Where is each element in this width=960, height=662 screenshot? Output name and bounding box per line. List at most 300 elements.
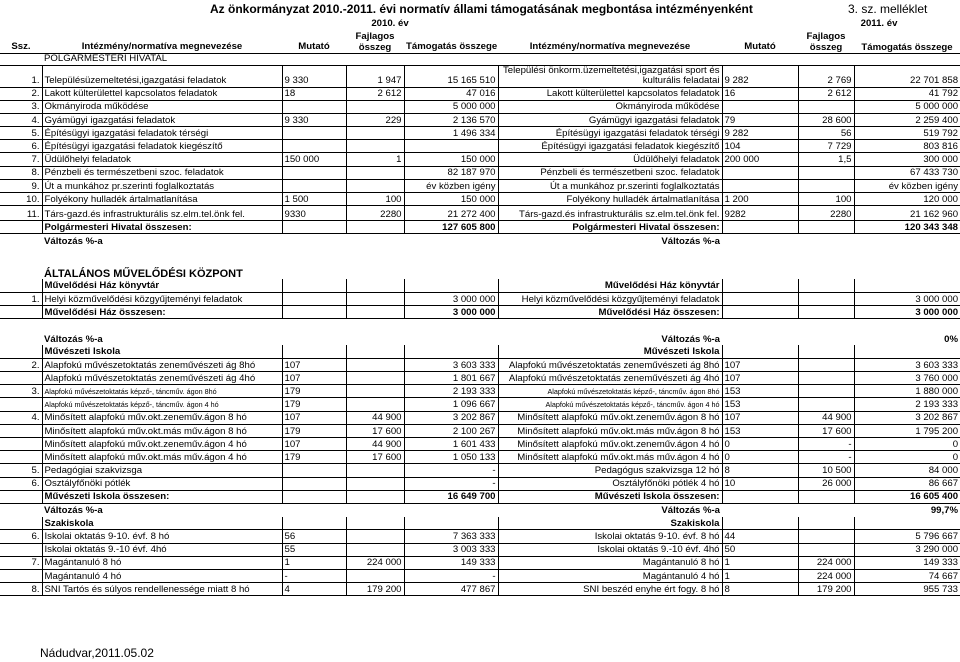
institution-2011: Pedagógus szakvizsga 12 hó <box>498 464 722 477</box>
unit-amount-2010 <box>346 247 404 260</box>
unit-amount-2011 <box>798 319 854 332</box>
table-row <box>0 543 960 556</box>
unit-amount-2011 <box>798 234 854 247</box>
support-2011: 3 000 000 <box>854 292 960 305</box>
support-2011: 3 000 000 <box>854 306 960 319</box>
indicator-2010 <box>282 477 346 490</box>
institution-2010: Építésügyi igazgatási feladatok térségi <box>42 127 282 140</box>
institution-2011: Alapfokú művészetoktatás zeneművészeti ág 4hó <box>498 372 722 385</box>
support-2011: 3 603 333 <box>854 358 960 371</box>
table-row <box>0 65 960 87</box>
row-number <box>0 438 42 451</box>
row-number: 6. <box>0 477 42 490</box>
support-2011 <box>854 247 960 260</box>
institution-2011: Alapfokú művészetoktatás képző-, táncműv. ágon 8hó <box>498 385 722 398</box>
support-2010: 127 605 800 <box>404 221 498 234</box>
indicator-2011: 50 <box>722 543 798 556</box>
row-number: 1. <box>0 65 42 87</box>
unit-amount-2010 <box>346 127 404 140</box>
row-number: 4. <box>0 113 42 126</box>
unit-amount-2011 <box>798 503 854 516</box>
unit-amount-2010: 44 900 <box>346 438 404 451</box>
support-2011: 0% <box>944 333 959 345</box>
institution-2010: Osztályfőnöki pótlék <box>42 477 282 490</box>
support-2010: 82 187 970 <box>404 166 498 179</box>
unit-amount-2011: 1,5 <box>798 153 854 166</box>
institution-2011: Helyi közművelődési közgyűjteményi feladatok <box>498 292 722 305</box>
institution-2011: Alapfokú művészetoktatás zeneművészeti ág 8hó <box>498 358 722 371</box>
indicator-2010: 107 <box>282 411 346 424</box>
unit-amount-2011 <box>798 543 854 556</box>
allocation-table <box>0 16 960 596</box>
table-row <box>0 530 960 543</box>
indicator-2011: 0 <box>722 451 798 464</box>
indicator-2011: 104 <box>722 140 798 153</box>
indicator-2010 <box>282 279 346 292</box>
institution-2010: Építésügyi igazgatási feladatok kiegészítő <box>42 140 282 153</box>
table-row <box>0 87 960 100</box>
indicator-2010 <box>282 100 346 113</box>
support-2010: 2 100 267 <box>404 424 498 437</box>
row-number <box>0 234 42 247</box>
indicator-2010: 107 <box>282 358 346 371</box>
support-2011: 300 000 <box>854 153 960 166</box>
table-row <box>0 556 960 569</box>
row-number: 6. <box>0 140 42 153</box>
institution-2011 <box>498 319 722 332</box>
indicator-2011: 9282 <box>722 206 798 221</box>
indicator-2011 <box>722 166 798 179</box>
col-tamogatas-header: Támogatás összege <box>406 41 498 52</box>
unit-amount-2011 <box>798 292 854 305</box>
table-row <box>0 140 960 153</box>
table-row <box>0 247 960 260</box>
indicator-2010 <box>282 292 346 305</box>
table-row <box>0 306 960 319</box>
indicator-2010 <box>282 345 346 358</box>
row-number <box>0 490 42 503</box>
row-number <box>0 319 42 332</box>
support-2011: 5 000 000 <box>854 100 960 113</box>
support-2011: 3 202 867 <box>854 411 960 424</box>
unit-amount-2010 <box>346 221 404 234</box>
indicator-2010: 150 000 <box>282 153 346 166</box>
support-2011: 0 <box>854 438 960 451</box>
support-2010: 21 272 400 <box>404 206 498 221</box>
institution-2011: Minősített alapfokú műv.okt.zeneműv.ágon 8 hó <box>498 411 722 424</box>
indicator-2011: 44 <box>722 530 798 543</box>
column-header-row <box>0 29 960 53</box>
support-2011: 22 701 858 <box>854 65 960 87</box>
indicator-2010: 179 <box>282 424 346 437</box>
support-2011: 149 333 <box>854 556 960 569</box>
indicator-2010 <box>282 503 346 516</box>
unit-amount-2010 <box>346 517 404 530</box>
col-fajlagos2-header: Fajlagos összeg <box>806 30 846 53</box>
unit-amount-2011 <box>798 221 854 234</box>
indicator-2011 <box>722 179 798 192</box>
indicator-2010 <box>282 179 346 192</box>
institution-2010: Társ-gazd.és infrastrukturális sz.elm.tel.önk fel. <box>42 206 282 221</box>
indicator-2010 <box>282 517 346 530</box>
indicator-2011 <box>722 234 798 247</box>
indicator-2010: 18 <box>282 87 346 100</box>
indicator-2010 <box>282 247 346 260</box>
support-2011: 86 667 <box>854 477 960 490</box>
institution-2010: Polgármesteri Hivatal összesen: <box>42 221 282 234</box>
unit-amount-2011: 28 600 <box>798 113 854 126</box>
unit-amount-2011 <box>798 398 854 411</box>
row-number <box>0 424 42 437</box>
row-number <box>0 451 42 464</box>
row-number <box>0 503 42 516</box>
table-row <box>0 153 960 166</box>
indicator-2011: 9 282 <box>722 65 798 87</box>
unit-amount-2011: 2 612 <box>798 87 854 100</box>
support-2010: 15 165 510 <box>404 65 498 87</box>
table-row <box>0 179 960 192</box>
col-tamogatas2-header: Támogatás összege <box>861 41 953 53</box>
institution-2010: Minősített alapfokú műv.okt.zeneműv.ágon 4 hó <box>42 438 282 451</box>
support-2011 <box>854 319 960 332</box>
support-2010: - <box>404 477 498 490</box>
indicator-2010: - <box>282 569 346 582</box>
support-2010: 1 801 667 <box>404 372 498 385</box>
institution-2011: Folyékony hulladék ártalmatlanítása <box>498 193 722 206</box>
support-2010 <box>404 234 498 247</box>
unit-amount-2010: 229 <box>346 113 404 126</box>
support-2010: 3 000 000 <box>404 292 498 305</box>
institution-2010: SNI Tartós és súlyos rendellenessége miatt 8 hó <box>42 583 282 596</box>
indicator-2011: 153 <box>722 424 798 437</box>
unit-amount-2010: 2280 <box>346 206 404 221</box>
col-ssz-header: Ssz. <box>11 41 31 52</box>
institution-2011: Társ-gazd.és infrastrukturális sz.elm.tel.önk fel. <box>498 206 722 221</box>
indicator-2011: 10 <box>722 477 798 490</box>
institution-2011: Gyámügyi igazgatási feladatok <box>498 113 722 126</box>
support-2010 <box>404 517 498 530</box>
table-row <box>0 398 960 411</box>
indicator-2010: 56 <box>282 530 346 543</box>
year-2010-label: 2010. év <box>371 17 409 29</box>
support-2010 <box>404 503 498 516</box>
unit-amount-2010 <box>346 358 404 371</box>
table-row <box>0 100 960 113</box>
unit-amount-2010: 1 947 <box>346 65 404 87</box>
table-row <box>0 113 960 126</box>
indicator-2010: 179 <box>282 398 346 411</box>
year-2011-label: 2011. év <box>860 17 898 29</box>
institution-2011: Út a munkához pr.szerinti foglalkoztatás <box>498 179 722 192</box>
support-2010: 3 603 333 <box>404 358 498 371</box>
support-2010: - <box>404 464 498 477</box>
table-row <box>0 583 960 596</box>
support-2010: 477 867 <box>404 583 498 596</box>
institution-2011: Iskolai oktatás 9-10. évf. 8 hó <box>498 530 722 543</box>
unit-amount-2010: 17 600 <box>346 424 404 437</box>
indicator-2011 <box>722 319 798 332</box>
institution-2011: Változás %-a <box>661 235 721 247</box>
support-2011 <box>854 279 960 292</box>
unit-amount-2011 <box>798 260 854 279</box>
unit-amount-2011 <box>798 332 854 345</box>
row-number: 9. <box>0 179 42 192</box>
unit-amount-2011 <box>798 279 854 292</box>
table-row <box>0 358 960 371</box>
institution-2010: Gyámügyi igazgatási feladatok <box>42 113 282 126</box>
institution-2011: Változás %-a <box>661 505 721 517</box>
place-date-footer: Nádudvar,2011.05.02 <box>40 646 154 660</box>
indicator-2010 <box>282 306 346 319</box>
support-2011: 5 796 667 <box>854 530 960 543</box>
indicator-2011: 200 000 <box>722 153 798 166</box>
unit-amount-2010 <box>346 543 404 556</box>
indicator-2011: 8 <box>722 583 798 596</box>
unit-amount-2011: - <box>798 438 854 451</box>
support-2011: 955 733 <box>854 583 960 596</box>
support-2011: 120 000 <box>854 193 960 206</box>
row-number: 2. <box>0 87 42 100</box>
unit-amount-2011: 56 <box>798 127 854 140</box>
table-row <box>0 319 960 332</box>
indicator-2011 <box>722 260 798 279</box>
unit-amount-2011: 10 500 <box>798 464 854 477</box>
institution-2010: Okmányiroda működése <box>42 100 282 113</box>
row-number: 11. <box>0 206 42 221</box>
unit-amount-2011 <box>798 490 854 503</box>
support-2010: 5 000 000 <box>404 100 498 113</box>
support-2011: 1 795 200 <box>854 424 960 437</box>
unit-amount-2011 <box>798 372 854 385</box>
indicator-2011 <box>722 306 798 319</box>
institution-2011: Iskolai oktatás 9.-10 évf. 4hó <box>498 543 722 556</box>
row-number <box>0 372 42 385</box>
institution-2011: SNI beszéd enyhe ért fogy. 8 hó <box>498 583 722 596</box>
institution-2010: Változás %-a <box>44 235 103 247</box>
row-number: 2. <box>0 358 42 371</box>
indicator-2010 <box>282 234 346 247</box>
unit-amount-2010 <box>346 477 404 490</box>
indicator-2010 <box>282 127 346 140</box>
unit-amount-2011 <box>798 306 854 319</box>
unit-amount-2010 <box>346 569 404 582</box>
unit-amount-2011: - <box>798 451 854 464</box>
institution-2011: Művelődési Ház összesen: <box>498 306 722 319</box>
indicator-2011 <box>722 332 798 345</box>
unit-amount-2011: 100 <box>798 193 854 206</box>
indicator-2011: 107 <box>722 358 798 371</box>
indicator-2011: 79 <box>722 113 798 126</box>
support-2011 <box>854 517 960 530</box>
support-2011: 99,7% <box>930 505 959 517</box>
table-row <box>0 372 960 385</box>
institution-2010: ÁLTALÁNOS MŰVELŐDÉSI KÖZPONT <box>44 267 243 280</box>
support-2011: 41 792 <box>854 87 960 100</box>
institution-2011: Magántanuló 8 hó <box>498 556 722 569</box>
indicator-2010 <box>282 332 346 345</box>
support-2010 <box>404 319 498 332</box>
unit-amount-2010 <box>346 292 404 305</box>
table-row <box>0 206 960 221</box>
support-2011: 519 792 <box>854 127 960 140</box>
indicator-2011 <box>722 221 798 234</box>
indicator-2010: 4 <box>282 583 346 596</box>
institution-2010: Lakott külterülettel kapcsolatos feladatok <box>42 87 282 100</box>
support-2010: - <box>404 569 498 582</box>
institution-2010: Művészeti Iskola <box>42 345 282 358</box>
row-number: 5. <box>0 127 42 140</box>
support-2011: 2 193 333 <box>854 398 960 411</box>
unit-amount-2011 <box>798 358 854 371</box>
table-row <box>0 569 960 582</box>
unit-amount-2010 <box>346 100 404 113</box>
institution-2010: Alapfokú művészetoktatás zeneművészeti ág 4hó <box>42 372 282 385</box>
unit-amount-2011: 2 769 <box>798 65 854 87</box>
row-number: 8. <box>0 583 42 596</box>
institution-2010: Pénzbeli és természetbeni szoc. feladatok <box>42 166 282 179</box>
col-inst-header: Intézmény/normatíva megnevezése <box>81 41 243 52</box>
institution-2011: Minősített alapfokú műv.okt.más műv.ágon 4 hó <box>498 451 722 464</box>
support-2010: 1 096 667 <box>404 398 498 411</box>
indicator-2010 <box>282 221 346 234</box>
support-2010 <box>404 332 498 345</box>
unit-amount-2010 <box>346 385 404 398</box>
indicator-2011 <box>722 100 798 113</box>
institution-2010: Művelődési Ház könyvtár <box>42 279 282 292</box>
institution-2010: Minősített alapfokú műv.okt.más műv.ágon 8 hó <box>42 424 282 437</box>
institution-2011 <box>498 260 722 279</box>
col-inst2-header: Intézmény/normatíva megnevezése <box>529 41 691 52</box>
row-number: 8. <box>0 166 42 179</box>
support-2010: 149 333 <box>404 556 498 569</box>
support-2010: 1 496 334 <box>404 127 498 140</box>
support-2011: 1 880 000 <box>854 385 960 398</box>
institution-2011: Magántanuló 4 hó <box>498 569 722 582</box>
institution-2011: Művészeti Iskola összesen: <box>498 490 722 503</box>
unit-amount-2011 <box>798 166 854 179</box>
unit-amount-2010 <box>346 398 404 411</box>
table-row <box>0 260 960 279</box>
support-2011: 120 343 348 <box>854 221 960 234</box>
support-2011: 3 760 000 <box>854 372 960 385</box>
institution-2010: Művészeti Iskola összesen: <box>42 490 282 503</box>
support-2010: 150 000 <box>404 153 498 166</box>
support-2011 <box>854 260 960 279</box>
indicator-2011: 0 <box>722 438 798 451</box>
unit-amount-2010: 224 000 <box>346 556 404 569</box>
support-2011 <box>854 345 960 358</box>
unit-amount-2010 <box>346 279 404 292</box>
unit-amount-2010 <box>346 140 404 153</box>
support-2011: 84 000 <box>854 464 960 477</box>
institution-2010: Iskolai oktatás 9.-10 évf. 4hó <box>42 543 282 556</box>
indicator-2011: 107 <box>722 411 798 424</box>
unit-amount-2010 <box>346 234 404 247</box>
section-title: POLGÁRMESTERI HIVATAL <box>42 53 282 65</box>
support-2010 <box>404 260 498 279</box>
institution-2010: Alapfokú művészetoktatás képző-, táncműv. ágon 4 hó <box>42 398 282 411</box>
unit-amount-2010 <box>346 179 404 192</box>
row-number <box>0 332 42 345</box>
institution-2010: Változás %-a <box>44 505 103 517</box>
table-row <box>0 332 960 345</box>
row-number <box>0 517 42 530</box>
row-number: 6. <box>0 530 42 543</box>
indicator-2010: 9 330 <box>282 113 346 126</box>
row-number <box>0 398 42 411</box>
indicator-2010: 107 <box>282 372 346 385</box>
unit-amount-2011 <box>798 385 854 398</box>
row-number <box>0 279 42 292</box>
institution-2010: Út a munkához pr.szerinti foglalkoztatás <box>42 179 282 192</box>
row-number: 1. <box>0 292 42 305</box>
institution-2011: Lakott külterülettel kapcsolatos feladatok <box>498 87 722 100</box>
row-number <box>0 569 42 582</box>
indicator-2010: 55 <box>282 543 346 556</box>
support-2011: 803 816 <box>854 140 960 153</box>
unit-amount-2010 <box>346 166 404 179</box>
support-2011: 3 290 000 <box>854 543 960 556</box>
support-2011 <box>854 234 960 247</box>
row-number <box>0 221 42 234</box>
indicator-2011 <box>722 345 798 358</box>
support-2010: 150 000 <box>404 193 498 206</box>
table-row <box>0 451 960 464</box>
unit-amount-2010: 100 <box>346 193 404 206</box>
support-2010: 1 050 133 <box>404 451 498 464</box>
unit-amount-2011: 224 000 <box>798 556 854 569</box>
institution-2011: Minősített alapfokú műv.okt.zeneműv.ágon 4 hó <box>498 438 722 451</box>
support-2010 <box>404 279 498 292</box>
row-number: 5. <box>0 464 42 477</box>
table-row <box>0 503 960 516</box>
table-row <box>0 221 960 234</box>
institution-2010: Üdülőhelyi feladatok <box>42 153 282 166</box>
row-number <box>0 345 42 358</box>
col-fajlagos-header: Fajlagos összeg <box>355 30 395 53</box>
institution-2010: Pedagógiai szakvizsga <box>42 464 282 477</box>
unit-amount-2010: 179 200 <box>346 583 404 596</box>
institution-2011: Okmányiroda működése <box>498 100 722 113</box>
unit-amount-2011: 26 000 <box>798 477 854 490</box>
unit-amount-2011: 7 729 <box>798 140 854 153</box>
table-row <box>0 477 960 490</box>
unit-amount-2011 <box>798 179 854 192</box>
indicator-2010 <box>282 260 346 279</box>
table-row <box>0 464 960 477</box>
institution-2011: Változás %-a <box>661 333 721 345</box>
row-number: 7. <box>0 153 42 166</box>
indicator-2011 <box>722 517 798 530</box>
institution-2010: Helyi közművelődési közgyűjteményi feladatok <box>42 292 282 305</box>
unit-amount-2011 <box>798 247 854 260</box>
support-2010: 3 000 000 <box>404 306 498 319</box>
support-2011: 74 667 <box>854 569 960 582</box>
section-header-row <box>0 53 960 65</box>
row-number: 3. <box>0 100 42 113</box>
indicator-2010: 9 330 <box>282 65 346 87</box>
support-2010: év közben igény <box>404 179 498 192</box>
support-2011: 16 605 400 <box>854 490 960 503</box>
unit-amount-2010: 44 900 <box>346 411 404 424</box>
support-2011: év közben igény <box>854 179 960 192</box>
indicator-2010 <box>282 490 346 503</box>
unit-amount-2010 <box>346 503 404 516</box>
support-2011: 21 162 960 <box>854 206 960 221</box>
unit-amount-2010 <box>346 306 404 319</box>
indicator-2011 <box>722 247 798 260</box>
unit-amount-2011 <box>798 345 854 358</box>
